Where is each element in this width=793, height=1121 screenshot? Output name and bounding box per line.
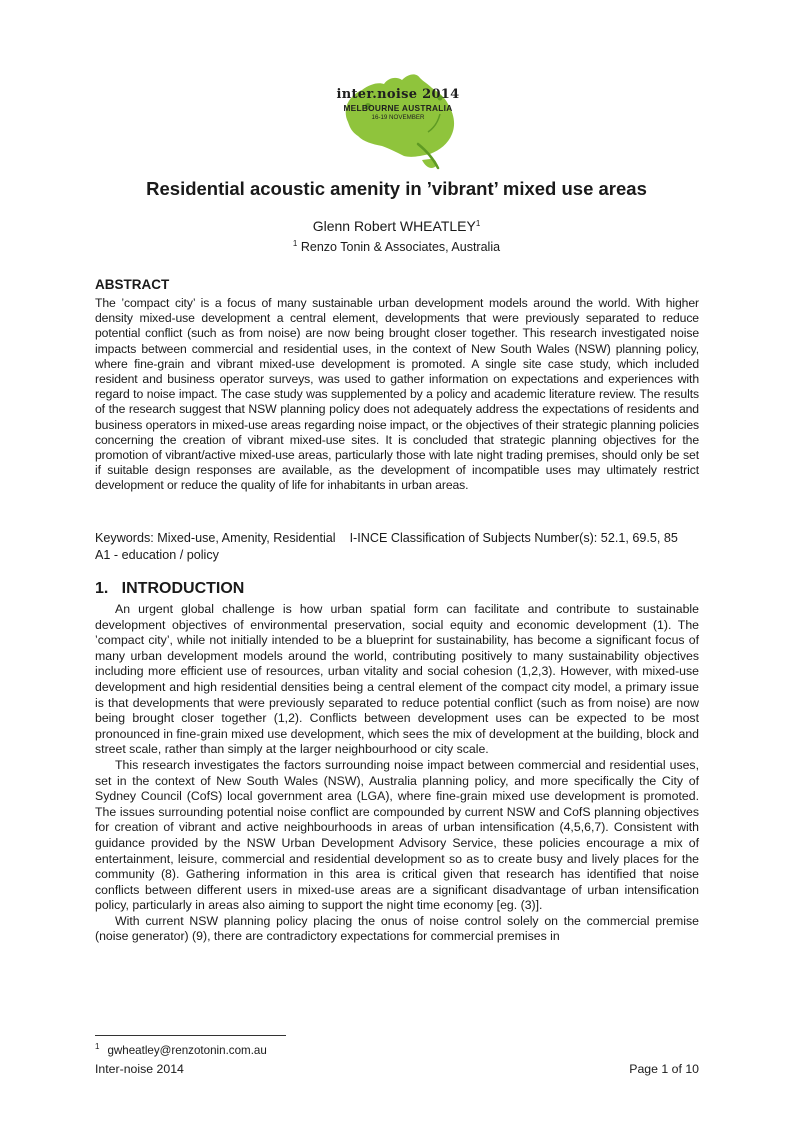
logo-name: inter.noise 2014	[336, 87, 460, 102]
author-superscript: 1	[475, 219, 481, 228]
keywords-list: Keywords: Mixed-use, Amenity, Residential	[95, 531, 336, 545]
footnote	[95, 1042, 267, 1057]
section-heading-introduction: 1. INTRODUCTION	[95, 580, 245, 597]
paper-title: Residential acoustic amenity in ’vibrant’ mixed use areas	[146, 178, 647, 199]
author-name: Glenn Robert WHEATLEY	[312, 218, 476, 234]
logo-location: MELBOURNE AUSTRALIA	[343, 103, 453, 113]
affiliation-line	[0, 240, 793, 254]
logo-dates: 16-19 NOVEMBER	[371, 114, 425, 121]
footer-conference: Inter-noise 2014	[95, 1062, 184, 1076]
classification-numbers: I-INCE Classification of Subjects Number(s): 52.1, 69.5, 85	[349, 531, 678, 545]
footnote-number: 1	[95, 1042, 100, 1051]
abstract-body: The ’compact city’ is a focus of many sustainable urban development models around the world. With higher density mixed-use development a central element, developments that were previously separated to reduce potential conflict (such as from noise) are now being brought closer together. This research investigated noise impacts between commercial and residential uses, in the context of New South Wales (NSW) planning policy, where fine-grain and vibrant mixed-use development is promoted. A single site case study, which included resident and business operator surveys, was used to gather information on expectations and experiences with regard to noise impact. The case study was supplemented by a policy and academic literature review. The results of the research suggest that NSW planning policy does not adequately address the expectations of residents and business operators in mixed-use areas regarding noise impact, or the objectives of their strategic planning policies concerning the creation of vibrant mixed-use sites. It is concluded that strategic planning objectives for the promotion of vibrant/active mixed-use areas, particularly those with late night trading premises, should only be set if suitable design responses are available, as the development of incompatible uses may ultimately restrict development or reduce the quality of life for inhabitants in urban areas.	[95, 296, 699, 493]
footnote-divider	[95, 1035, 286, 1036]
conference-logo	[322, 62, 472, 174]
intro-paragraph: An urgent global challenge is how urban spatial form can facilitate and contribute to sustainable development objectives of environmental preservation, social equity and economic development (1). The ’compact city’, while not initially intended to be a blueprint for sustainability, has become a significant focus of many urban development models around the world, contributing positively to many sustainability objectives including more efficient use of resources, urban vitality and social cohesion (1,2,3). However, with mixed-use development and high residential densities being a central element of the compact city model, a primary issue is that developments that were previously separated to reduce potential conflict (such as from noise) are now being brought closer together (1,2). Conflicts between development uses can be expected to be most pronounced in fine-grain mixed use development, which sees the mix of development at the building, block and street scale, rather than simply at the larger neighbourhood or city scale.	[95, 602, 699, 757]
keywords-block	[95, 530, 678, 563]
introduction-body	[95, 602, 699, 945]
affiliation-superscript: 1	[292, 239, 298, 248]
abstract-heading: ABSTRACT	[95, 277, 170, 292]
classification-continued: A1 - education / policy	[95, 547, 219, 562]
intro-paragraph: With current NSW planning policy placing the onus of noise control solely on the commercial premise (noise generator) (9), there are contradictory expectations for commercial premises in	[95, 913, 699, 944]
keywords-row	[95, 530, 678, 547]
footnote-email[interactable]: gwheatley@renzotonin.com.au	[107, 1044, 267, 1057]
affiliation-name: Renzo Tonin & Associates, Australia	[300, 240, 501, 254]
intro-paragraph: This research investigates the factors surrounding noise impact between commercial and residential uses, set in the context of New South Wales (NSW), Australia planning policy, and more specifically the City of Sydney Council (CofS) local government area (LGA), where fine-grain mixed use development is promoted. The issues surrounding potential noise conflict are compounded by current NSW and CofS planning objectives for creation of vibrant and active neighbourhoods in areas of urban intensification (4,5,6,7). Consistent with guidance provided by the NSW Urban Development Advisory Service, these policies encourage a mix of entertainment, leisure, commercial and residential development so as to create busy and lively places for the community (8). Gathering information in this area is critical given that research has identified that noise conflicts between different users in mixed-use areas are a significant disadvantage of urban intensification policy, particularly in areas also aiming to support the night time economy [eg. (3)].	[95, 757, 699, 913]
footer-page-number: Page 1 of 10	[629, 1062, 699, 1076]
author-line	[0, 218, 793, 234]
